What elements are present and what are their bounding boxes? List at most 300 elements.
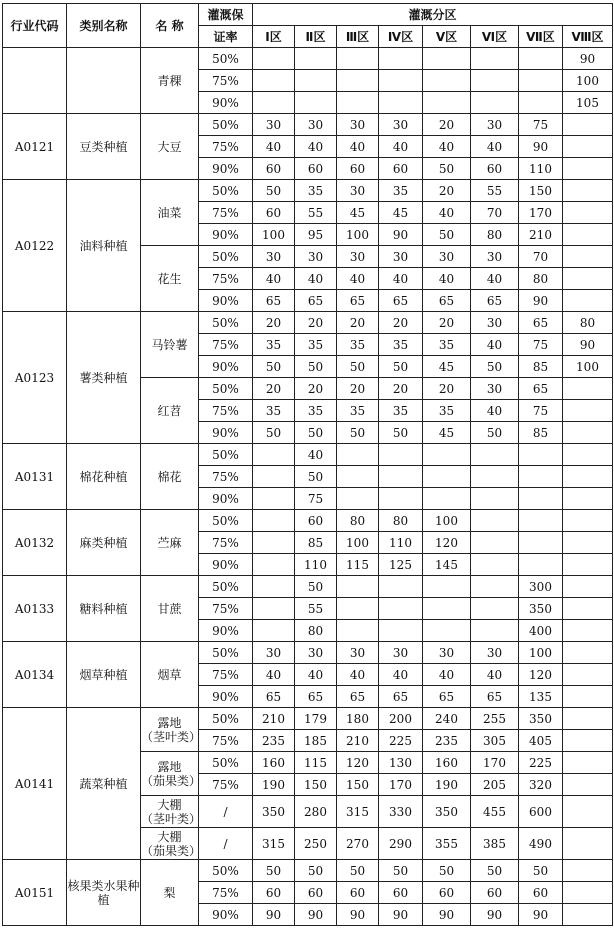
quota-value-cell: 50 — [253, 422, 295, 444]
cell-line: 大棚 — [157, 797, 182, 812]
quota-value-cell: 50 — [337, 356, 379, 378]
quota-value-cell: 30 — [253, 114, 295, 136]
quota-value-cell: 30 — [337, 246, 379, 268]
quota-value-cell: 30 — [471, 312, 519, 334]
quota-value-cell: 50 — [471, 422, 519, 444]
cell-line: 大棚 — [157, 829, 182, 844]
quota-value-cell: 20 — [423, 180, 471, 202]
quota-value-cell: 280 — [295, 796, 337, 828]
quota-value-cell: 85 — [519, 422, 563, 444]
quota-value-cell — [471, 444, 519, 466]
quota-value-cell — [563, 136, 613, 158]
quota-value-cell: 35 — [295, 334, 337, 356]
table-row — [3, 860, 613, 882]
quota-value-cell — [563, 752, 613, 774]
header-category: 类别名称 — [67, 4, 141, 48]
quota-value-cell: 35 — [337, 400, 379, 422]
quota-value-cell: 179 — [295, 708, 337, 730]
quota-value-cell: 90 — [519, 290, 563, 312]
quota-value-cell: 35 — [379, 180, 423, 202]
quota-value-cell: 45 — [379, 202, 423, 224]
quota-value-cell — [337, 598, 379, 620]
quota-value-cell: 115 — [295, 752, 337, 774]
quota-value-cell: 90 — [337, 904, 379, 926]
quota-value-cell — [563, 510, 613, 532]
quota-value-cell — [563, 554, 613, 576]
table-row — [3, 312, 613, 334]
category-name-cell — [67, 48, 141, 114]
industry-code-cell: A0131 — [3, 444, 67, 510]
quota-value-cell: 255 — [471, 708, 519, 730]
header-zone: Ⅷ区 — [563, 26, 613, 48]
quota-value-cell — [423, 488, 471, 510]
guarantee-rate-cell: 50% — [199, 378, 253, 400]
quota-value-cell — [379, 48, 423, 70]
quota-value-cell: 30 — [337, 180, 379, 202]
quota-value-cell: 40 — [295, 268, 337, 290]
header-guarantee-1: 灌溉保 — [199, 4, 253, 26]
quota-value-cell: 65 — [337, 686, 379, 708]
quota-value-cell: 455 — [471, 796, 519, 828]
crop-name-cell: 苎麻 — [141, 510, 199, 576]
quota-value-cell — [563, 400, 613, 422]
quota-value-cell: 55 — [295, 598, 337, 620]
quota-value-cell — [379, 576, 423, 598]
quota-value-cell: 90 — [295, 904, 337, 926]
quota-value-cell: 90 — [519, 136, 563, 158]
quota-value-cell — [519, 444, 563, 466]
quota-value-cell: 270 — [337, 828, 379, 860]
quota-value-cell: 50 — [295, 422, 337, 444]
quota-value-cell: 50 — [423, 860, 471, 882]
header-zone: Ⅱ区 — [295, 26, 337, 48]
cell-line: （茎叶类） — [141, 811, 202, 826]
quota-value-cell: 130 — [379, 752, 423, 774]
quota-value-cell — [563, 664, 613, 686]
quota-value-cell — [563, 158, 613, 180]
cell-line: 露地 — [157, 715, 182, 730]
quota-value-cell — [337, 70, 379, 92]
category-name-cell: 棉花种植 — [67, 444, 141, 510]
header-row — [3, 4, 613, 26]
quota-value-cell: 90 — [563, 334, 613, 356]
quota-value-cell: 110 — [519, 158, 563, 180]
quota-value-cell: 90 — [563, 48, 613, 70]
quota-value-cell — [423, 48, 471, 70]
quota-value-cell: 100 — [337, 224, 379, 246]
quota-value-cell: 35 — [295, 180, 337, 202]
quota-value-cell: 80 — [295, 620, 337, 642]
header-zones: 灌溉分区 — [253, 4, 613, 26]
guarantee-rate-cell: 50% — [199, 444, 253, 466]
quota-value-cell: 190 — [423, 774, 471, 796]
quota-value-cell: 170 — [379, 774, 423, 796]
quota-value-cell: 40 — [295, 664, 337, 686]
quota-value-cell — [253, 576, 295, 598]
quota-value-cell — [563, 774, 613, 796]
quota-value-cell — [563, 202, 613, 224]
industry-code-cell: A0122 — [3, 180, 67, 312]
quota-value-cell — [563, 290, 613, 312]
quota-value-cell: 20 — [253, 312, 295, 334]
quota-value-cell — [471, 510, 519, 532]
quota-value-cell — [471, 576, 519, 598]
quota-value-cell: 30 — [295, 114, 337, 136]
quota-value-cell: 60 — [253, 158, 295, 180]
quota-value-cell — [471, 70, 519, 92]
quota-value-cell: 95 — [295, 224, 337, 246]
quota-value-cell: 90 — [519, 904, 563, 926]
quota-value-cell: 385 — [471, 828, 519, 860]
category-name-cell: 糖料种植 — [67, 576, 141, 642]
header-zone: Ⅶ区 — [519, 26, 563, 48]
quota-value-cell: 75 — [519, 400, 563, 422]
quota-value-cell: 40 — [423, 664, 471, 686]
quota-value-cell — [563, 466, 613, 488]
header-zone: Ⅰ区 — [253, 26, 295, 48]
quota-value-cell: 40 — [471, 136, 519, 158]
category-name-cell: 薯类种植 — [67, 312, 141, 444]
quota-value-cell: 20 — [379, 378, 423, 400]
quota-value-cell: 80 — [379, 510, 423, 532]
quota-value-cell: 300 — [519, 576, 563, 598]
guarantee-rate-cell: 75% — [199, 466, 253, 488]
quota-value-cell — [563, 378, 613, 400]
quota-value-cell — [379, 488, 423, 510]
guarantee-rate-cell: 90% — [199, 904, 253, 926]
quota-value-cell: 160 — [423, 752, 471, 774]
quota-value-cell: 30 — [337, 114, 379, 136]
quota-value-cell: 40 — [423, 202, 471, 224]
category-name-cell: 烟草种植 — [67, 642, 141, 708]
quota-value-cell: 65 — [471, 686, 519, 708]
quota-value-cell — [563, 576, 613, 598]
quota-value-cell: 60 — [295, 510, 337, 532]
quota-value-cell — [519, 466, 563, 488]
quota-value-cell: 40 — [423, 136, 471, 158]
quota-value-cell — [563, 730, 613, 752]
quota-value-cell — [519, 70, 563, 92]
crop-name-cell — [141, 796, 202, 828]
quota-value-cell — [471, 488, 519, 510]
guarantee-rate-cell: 75% — [199, 268, 253, 290]
quota-value-cell: 70 — [471, 202, 519, 224]
quota-value-cell: 60 — [337, 882, 379, 904]
quota-value-cell: 60 — [471, 882, 519, 904]
category-name-cell: 麻类种植 — [67, 510, 141, 576]
quota-value-cell: 40 — [423, 268, 471, 290]
quota-value-cell: 80 — [519, 268, 563, 290]
quota-value-cell — [563, 224, 613, 246]
quota-value-cell: 90 — [253, 904, 295, 926]
quota-value-cell: 20 — [295, 312, 337, 334]
quota-value-cell: 30 — [295, 246, 337, 268]
quota-value-cell: 30 — [471, 246, 519, 268]
quota-value-cell: 170 — [471, 752, 519, 774]
quota-value-cell: 20 — [423, 312, 471, 334]
quota-value-cell: 65 — [253, 290, 295, 312]
cell-line: （茄果类） — [141, 843, 202, 858]
quota-value-cell — [423, 92, 471, 114]
quota-value-cell: 90 — [379, 904, 423, 926]
quota-value-cell: 100 — [423, 510, 471, 532]
quota-value-cell — [563, 180, 613, 202]
quota-value-cell — [471, 554, 519, 576]
quota-value-cell: 30 — [295, 642, 337, 664]
quota-value-cell — [253, 70, 295, 92]
quota-value-cell: 100 — [519, 642, 563, 664]
quota-value-cell: 65 — [253, 686, 295, 708]
quota-value-cell: 50 — [471, 356, 519, 378]
quota-value-cell: 60 — [423, 882, 471, 904]
quota-value-cell: 45 — [423, 422, 471, 444]
quota-value-cell: 30 — [423, 642, 471, 664]
quota-value-cell — [337, 576, 379, 598]
quota-value-cell — [253, 598, 295, 620]
guarantee-rate-cell: 50% — [199, 114, 253, 136]
quota-value-cell — [563, 268, 613, 290]
quota-value-cell: 350 — [519, 708, 563, 730]
quota-value-cell — [519, 554, 563, 576]
quota-value-cell: 90 — [423, 904, 471, 926]
quota-value-cell: 150 — [295, 774, 337, 796]
table-row — [3, 444, 613, 466]
quota-value-cell: 100 — [337, 532, 379, 554]
quota-value-cell: 110 — [379, 532, 423, 554]
quota-value-cell — [563, 860, 613, 882]
crop-name-cell — [141, 752, 202, 796]
quota-value-cell: 330 — [379, 796, 423, 828]
quota-value-cell: 120 — [423, 532, 471, 554]
quota-value-cell: 30 — [379, 246, 423, 268]
table-row — [3, 114, 613, 136]
quota-value-cell — [295, 70, 337, 92]
quota-value-cell: 40 — [295, 136, 337, 158]
quota-value-cell: 30 — [253, 246, 295, 268]
quota-value-cell: 35 — [423, 400, 471, 422]
quota-value-cell: 75 — [519, 114, 563, 136]
quota-value-cell: 55 — [471, 180, 519, 202]
quota-value-cell — [423, 620, 471, 642]
quota-value-cell: 350 — [253, 796, 295, 828]
quota-value-cell — [295, 48, 337, 70]
quota-value-cell: 120 — [337, 752, 379, 774]
table-row — [3, 642, 613, 664]
quota-value-cell — [423, 444, 471, 466]
quota-value-cell: 45 — [337, 202, 379, 224]
quota-value-cell: 65 — [337, 290, 379, 312]
quota-value-cell — [253, 48, 295, 70]
quota-value-cell: 305 — [471, 730, 519, 752]
quota-value-cell — [563, 642, 613, 664]
quota-value-cell: 40 — [253, 136, 295, 158]
quota-value-cell: 320 — [519, 774, 563, 796]
quota-value-cell: 240 — [423, 708, 471, 730]
quota-value-cell — [253, 620, 295, 642]
quota-value-cell: 50 — [295, 466, 337, 488]
quota-value-cell — [253, 510, 295, 532]
quota-value-cell: 30 — [471, 378, 519, 400]
quota-value-cell: 105 — [563, 92, 613, 114]
quota-value-cell: 50 — [253, 356, 295, 378]
industry-code-cell: A0141 — [3, 708, 67, 860]
quota-value-cell: 65 — [423, 686, 471, 708]
quota-value-cell: 400 — [519, 620, 563, 642]
guarantee-rate-cell: 50% — [199, 246, 253, 268]
header-zone: Ⅲ区 — [337, 26, 379, 48]
quota-value-cell: 65 — [379, 686, 423, 708]
quota-value-cell: 40 — [379, 136, 423, 158]
guarantee-rate-cell: 90% — [199, 158, 253, 180]
quota-value-cell: 65 — [471, 290, 519, 312]
guarantee-rate-cell: 50% — [199, 576, 253, 598]
guarantee-rate-cell: 75% — [199, 730, 253, 752]
quota-value-cell — [253, 554, 295, 576]
quota-value-cell — [253, 92, 295, 114]
table-row — [3, 510, 613, 532]
quota-value-cell — [563, 598, 613, 620]
quota-value-cell: 30 — [423, 246, 471, 268]
guarantee-rate-cell: 50% — [199, 510, 253, 532]
quota-value-cell: 60 — [379, 882, 423, 904]
quota-value-cell: 210 — [337, 730, 379, 752]
quota-value-cell — [379, 466, 423, 488]
quota-value-cell: 350 — [423, 796, 471, 828]
quota-value-cell — [519, 92, 563, 114]
quota-value-cell — [563, 686, 613, 708]
quota-value-cell — [563, 904, 613, 926]
quota-value-cell: 40 — [253, 268, 295, 290]
quota-value-cell — [423, 598, 471, 620]
category-name-cell: 蔬菜种植 — [67, 708, 141, 860]
guarantee-rate-cell: 75% — [199, 598, 253, 620]
quota-value-cell: 65 — [519, 378, 563, 400]
quota-value-cell: 210 — [253, 708, 295, 730]
quota-value-cell — [337, 488, 379, 510]
quota-value-cell: 30 — [337, 642, 379, 664]
quota-value-cell — [379, 92, 423, 114]
quota-value-cell: 50 — [423, 224, 471, 246]
quota-value-cell: 20 — [379, 312, 423, 334]
quota-value-cell: 50 — [423, 158, 471, 180]
quota-value-cell: 225 — [379, 730, 423, 752]
quota-value-cell — [563, 708, 613, 730]
header-name: 名 称 — [141, 4, 199, 48]
guarantee-rate-cell: 90% — [199, 422, 253, 444]
quota-value-cell — [337, 48, 379, 70]
quota-value-cell: 40 — [471, 664, 519, 686]
cell-line: （茎叶类） — [141, 729, 202, 744]
quota-value-cell — [563, 882, 613, 904]
guarantee-rate-cell: 75% — [199, 70, 253, 92]
quota-value-cell — [471, 48, 519, 70]
quota-value-cell — [563, 488, 613, 510]
quota-value-cell: 40 — [379, 664, 423, 686]
quota-value-cell: 75 — [519, 334, 563, 356]
quota-value-cell: 30 — [379, 114, 423, 136]
quota-value-cell — [295, 92, 337, 114]
quota-value-cell — [563, 422, 613, 444]
guarantee-rate-cell: 50% — [199, 860, 253, 882]
quota-value-cell — [563, 246, 613, 268]
crop-name-cell: 烟草 — [141, 642, 199, 708]
quota-value-cell: 40 — [471, 268, 519, 290]
quota-value-cell: 40 — [471, 334, 519, 356]
quota-value-cell: 40 — [295, 444, 337, 466]
quota-value-cell: 50 — [295, 356, 337, 378]
quota-value-cell — [471, 466, 519, 488]
quota-value-cell: 75 — [295, 488, 337, 510]
quota-value-cell: 60 — [295, 882, 337, 904]
cell-line: 植 — [97, 892, 110, 907]
quota-value-cell: 315 — [253, 828, 295, 860]
industry-code-cell: A0134 — [3, 642, 67, 708]
quota-value-cell: 235 — [253, 730, 295, 752]
quota-value-cell: 30 — [253, 642, 295, 664]
quota-value-cell: 50 — [379, 860, 423, 882]
guarantee-rate-cell: 90% — [199, 620, 253, 642]
guarantee-rate-cell: 90% — [199, 356, 253, 378]
quota-value-cell: 35 — [253, 334, 295, 356]
guarantee-rate-cell: 75% — [199, 202, 253, 224]
crop-name-cell: 棉花 — [141, 444, 199, 510]
quota-value-cell: 115 — [337, 554, 379, 576]
industry-code-cell: A0121 — [3, 114, 67, 180]
quota-value-cell: 100 — [563, 356, 613, 378]
quota-value-cell — [337, 620, 379, 642]
quota-value-cell: 185 — [295, 730, 337, 752]
quota-value-cell: 50 — [253, 180, 295, 202]
quota-value-cell: 60 — [471, 158, 519, 180]
quota-value-cell: 50 — [253, 860, 295, 882]
quota-value-cell — [563, 532, 613, 554]
quota-value-cell: 65 — [379, 290, 423, 312]
quota-value-cell — [423, 576, 471, 598]
industry-code-cell — [3, 48, 67, 114]
guarantee-rate-cell: 75% — [199, 882, 253, 904]
guarantee-rate-cell: 75% — [199, 400, 253, 422]
table-row — [3, 48, 613, 70]
quota-value-cell: 50 — [295, 860, 337, 882]
crop-name-cell: 甘蔗 — [141, 576, 199, 642]
quota-value-cell: 405 — [519, 730, 563, 752]
quota-value-cell: 150 — [519, 180, 563, 202]
quota-value-cell: 60 — [519, 882, 563, 904]
quota-value-cell: 35 — [253, 400, 295, 422]
table-row — [3, 708, 613, 730]
quota-value-cell — [379, 70, 423, 92]
guarantee-rate-cell: 75% — [199, 774, 253, 796]
quota-value-cell: 35 — [423, 334, 471, 356]
crop-name-cell — [141, 828, 202, 860]
quota-value-cell: 30 — [379, 642, 423, 664]
header-zone: Ⅳ区 — [379, 26, 423, 48]
quota-value-cell: 100 — [563, 70, 613, 92]
quota-value-cell: 50 — [337, 860, 379, 882]
header-zone: Ⅴ区 — [423, 26, 471, 48]
quota-value-cell: 50 — [337, 422, 379, 444]
guarantee-rate-cell: 75% — [199, 532, 253, 554]
quota-value-cell: 110 — [295, 554, 337, 576]
cell-line: 露地 — [157, 759, 182, 774]
quota-value-cell: 85 — [295, 532, 337, 554]
quota-value-cell: 20 — [423, 378, 471, 400]
quota-value-cell — [471, 532, 519, 554]
guarantee-rate-cell: 50% — [199, 180, 253, 202]
header-zone: Ⅵ区 — [471, 26, 519, 48]
quota-value-cell: 60 — [253, 882, 295, 904]
quota-value-cell: 160 — [253, 752, 295, 774]
